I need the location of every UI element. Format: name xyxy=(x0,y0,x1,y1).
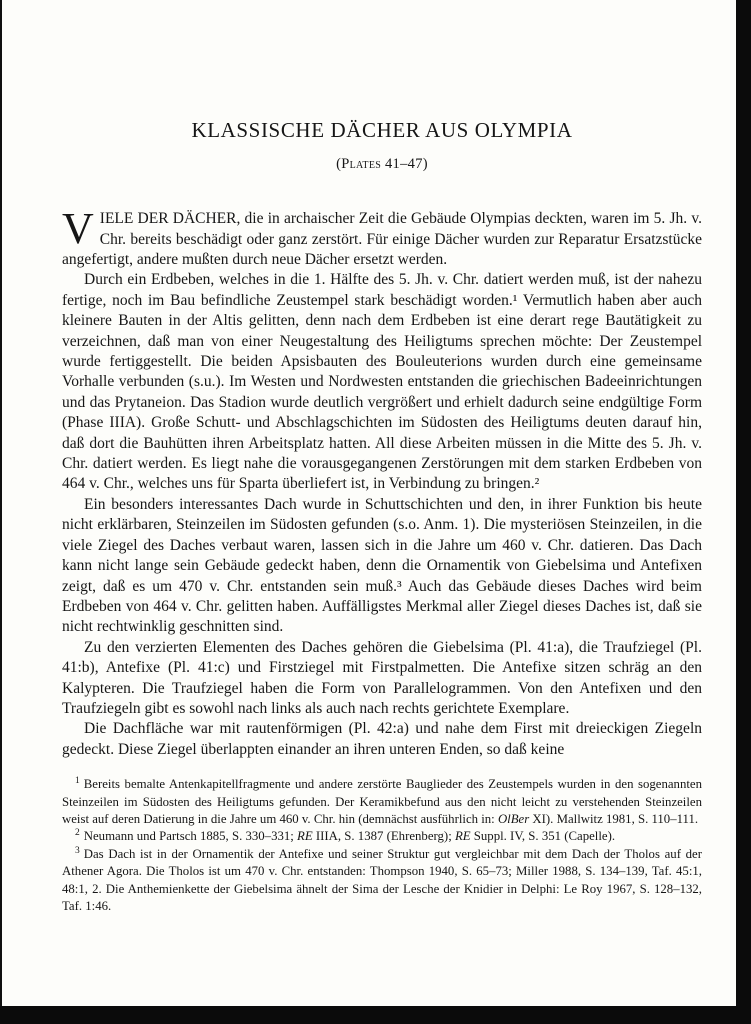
paragraph: Durch ein Erdbeben, welches in die 1. Hälfte des 5. Jh. v. Chr. datiert werden muß, ist der nahezu fertige, noch im Bau befindliche Zeustempel stark beschädigt worden.¹ Vermutlich haben aber auch kleinere Bauten in der Altis gelitten, denn nach dem Erdbeben ist eine derart rege Bautätigkeit zu verzeichnen, daß man von einer Neugestaltung des Heiligtums sprechen möchte: Der Zeustempel wurde fertiggestellt. Die beiden Apsisbauten des Bouleuterions wurden durch eine gemeinsame Vorhalle verbunden (s.u.). Im Westen und Nordwesten entstanden die griechischen Badeeinrichtungen und das Prytaneion. Das Stadion wurde deutlich vergrößert und erhielt dadurch seine endgültige Form (Phase IIIA). Große Schutt- und Abschlagschichten im Südosten des Heiligtums deuten darauf hin, daß dort die Bauhütten ihren Arbeitsplatz hatten. All diese Arbeiten müssen in die Mitte des 5. Jh. v. Chr. datiert werden. Es liegt nahe die vorausgegangenen Zerstörungen mit dem starken Erdbeben von 464 v. Chr., welches uns für Sparta überliefert ist, in Verbindung zu bringen.² xyxy=(62,271,702,493)
drop-cap: V xyxy=(62,204,94,254)
opening-text: , die in archaischer Zeit die Gebäude Olympias deckten, waren im 5. Jh. v. Chr. bereits beschädigt oder ganz zerstört. Für einige Dächer wurden zur Reparatur Ersatzstücke angefertigt, andere mußten durch neue Dächer ersetzt werden. xyxy=(62,210,702,268)
scan-edge-left xyxy=(0,0,2,1024)
footnote-marker: 2 xyxy=(75,828,80,839)
footnote-marker: 3 xyxy=(75,845,80,856)
footnote xyxy=(62,828,702,845)
scan-edge-bottom xyxy=(0,1006,751,1024)
paragraph: Ein besonders interessantes Dach wurde in Schuttschichten und den, in ihrer Funktion bis heute nicht erklärbaren, Steinzeilen im Südosten gefunden (s.o. Anm. 1). Die mysteriösen Steinzeilen, in die viele Ziegel des Daches verbaut waren, lassen sich in die Jahre um 460 v. Chr. datieren. Das Dach kann nicht lange sein Gebäude gedeckt haben, denn die Ornamentik von Giebelsima und Antefixen zeigt, daß es um 470 v. Chr. entstanden sein muß.³ Auch das Gebäude dieses Daches wird beim Erdbeben von 464 v. Chr. gelitten haben. Auffälligstes Merkmal aller Ziegel dieses Daches ist, daß sie nicht rechtwinklig geschnitten sind. xyxy=(62,495,702,636)
footnote-text: Bereits bemalte Antenkapitellfragmente und andere zerstörte Bauglieder des Zeustempels wurden in den sogenannten Steinzeilen im Südosten des Heiligtums gefunden. Der Keramikbefund aus den nicht leicht zu verstehenden Steinzeilen weist auf deren Datierung in die Jahre um 460 v. Chr. hin (demnächst ausführlich in: OlBer XI). Mallwitz 1981, S. 110–111. xyxy=(62,777,702,826)
footnote xyxy=(62,776,702,828)
footnotes-section xyxy=(62,776,702,915)
page-content xyxy=(62,0,702,915)
paragraph: Die Dachfläche war mit rautenförmigen (Pl. 42:a) und nahe dem First mit dreieckigen Ziegeln gedeckt. Diese Ziegel überlappten einander an ihren unteren Enden, so daß keine xyxy=(62,720,702,758)
scan-edge-right xyxy=(736,0,751,1024)
opening-lead-caps: IELE DER DÄCHER xyxy=(99,210,237,228)
paragraph: Zu den verzierten Elementen des Daches gehören die Giebelsima (Pl. 41:a), die Traufziegel (Pl. 41:b), Antefixe (Pl. 41:c) und Firstziegel mit Firstpalmetten. Die Antefixe sitzen schräg an den Kalypteren. Die Traufziegel haben die Form von Parallelogrammen. Von den Antefixen und den Traufziegeln gibt es sowohl nach links als auch nach rechts gerichtete Exemplare. xyxy=(62,638,702,717)
footnote-marker: 1 xyxy=(75,775,80,786)
article-body xyxy=(62,204,702,760)
footnote-text: Das Dach ist in der Ornamentik der Antefixe und seiner Struktur gut vergleichbar mit dem Dach der Tholos auf der Athener Agora. Die Tholos ist um 470 v. Chr. entstanden: Thompson 1940, S. 65–73; Miller 1988, S. 134–139, Taf. 45:1, 48:1, 2. Die Anthemienkette der Giebelsima ähnelt der Sima der Lesche der Knidier in Delphi: Le Roy 1967, S. 128–132, Taf. 1:46. xyxy=(62,846,702,913)
paragraph-opening xyxy=(62,204,702,270)
footnote-text: Neumann und Partsch 1885, S. 330–331; RE IIIA, S. 1387 (Ehrenberg); RE Suppl. IV, S. 351 (Capelle). xyxy=(83,829,616,844)
page-title: KLASSISCHE DÄCHER AUS OLYMPIA xyxy=(191,118,573,142)
footnote xyxy=(62,846,702,916)
plates-line: (Plates 41–47) xyxy=(336,156,428,173)
